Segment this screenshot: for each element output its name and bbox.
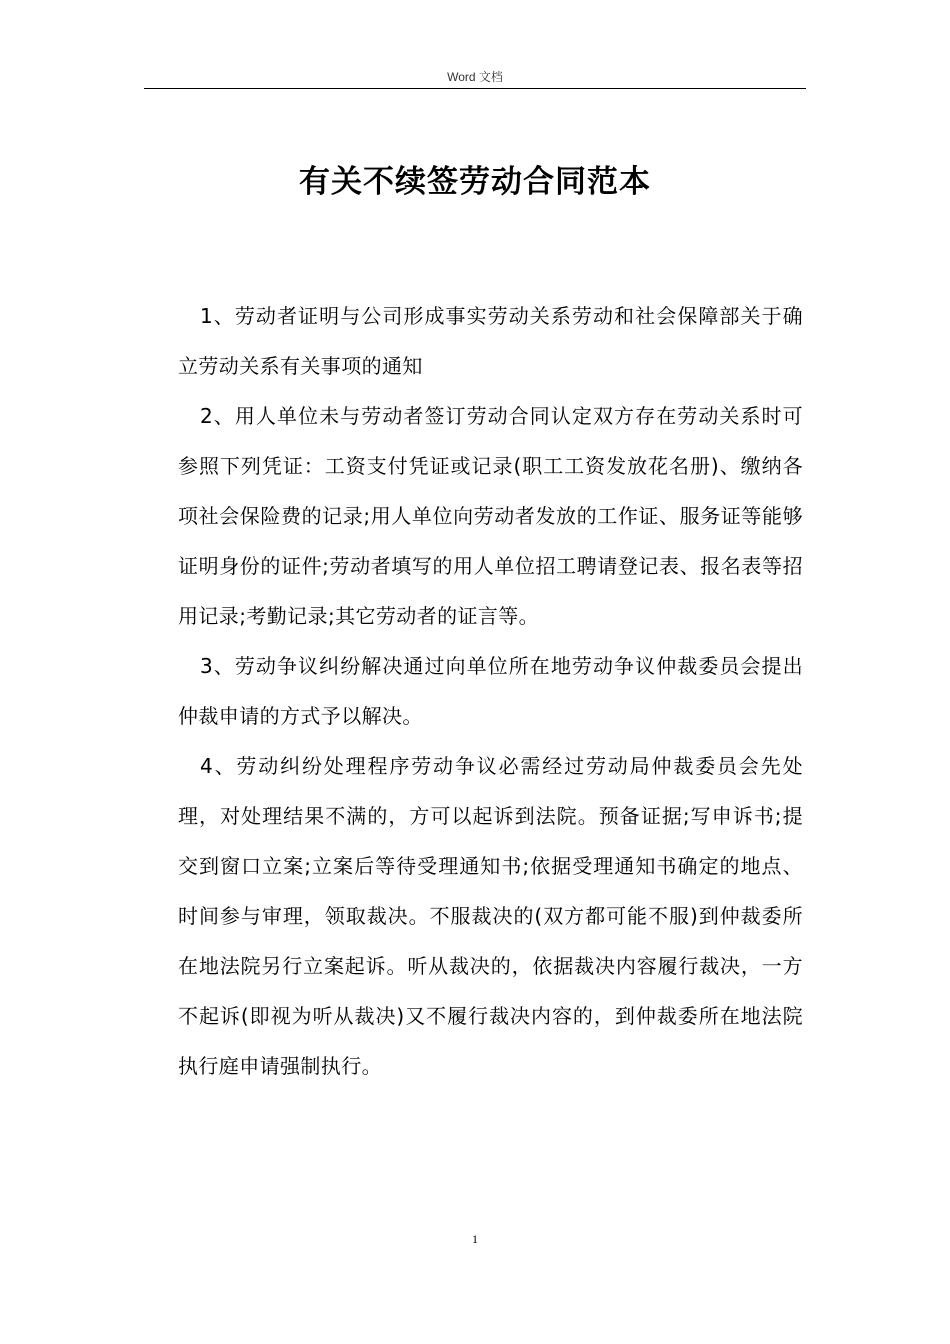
page-number: 1 — [472, 1232, 478, 1246]
paragraph-4: 4、劳动纠纷处理程序劳动争议必需经过劳动局仲裁委员会先处理，对处理结果不满的，方可以起诉到法院。预备证据;写申诉书;提交到窗口立案;立案后等待受理通知书;依据受理通知书确定的地点、时间参与审理，领取裁决。不服裁决的(双方都可能不服)到仲裁委所在地法院另行立案起诉。听从裁决的，依据裁决内容履行裁决，一方不起诉(即视为听从裁决)又不履行裁决内容的，到仲裁委所在地法院执行庭申请强制执行。 — [178, 754, 803, 1078]
page-header — [144, 66, 806, 89]
paragraph-3: 3、劳动争议纠纷解决通过向单位所在地劳动争议仲裁委员会提出仲裁申请的方式予以解决。 — [178, 654, 803, 728]
paragraph-2: 2、用人单位未与劳动者签订劳动合同认定双方存在劳动关系时可参照下列凭证：工资支付凭证或记录(职工工资发放花名册)、缴纳各项社会保险费的记录;用人单位向劳动者发放的工作证、服务证等能够证明身份的证件;劳动者填写的用人单位招工聘请登记表、报名表等招用记录;考勤记录;其它劳动者的证言等。 — [178, 404, 803, 628]
paragraph-1: 1、劳动者证明与公司形成事实劳动关系劳动和社会保障部关于确立劳动关系有关事项的通知 — [178, 304, 803, 378]
document-title: 有关不续签劳动合同范本 — [299, 164, 651, 200]
header-text: Word 文档 — [447, 70, 503, 84]
document-body — [178, 291, 803, 1091]
